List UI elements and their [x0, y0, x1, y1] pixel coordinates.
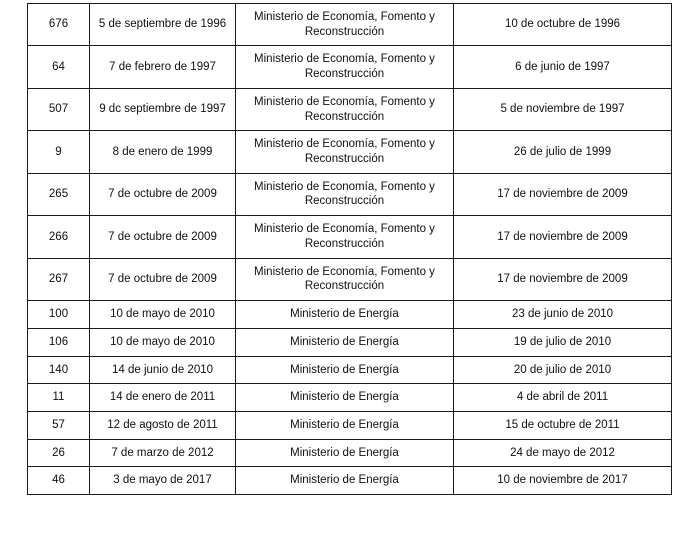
cell-number: 140	[28, 356, 90, 384]
cell-number: 507	[28, 88, 90, 130]
table-row	[28, 439, 672, 467]
cell-second-date: 4 de abril de 2011	[454, 384, 672, 412]
table-row	[28, 356, 672, 384]
cell-first-date: 7 de febrero de 1997	[90, 46, 236, 88]
cell-first-date: 12 de agosto de 2011	[90, 411, 236, 439]
cell-ministry: Ministerio de Economía, Fomento y Reconstrucción	[236, 88, 454, 130]
cell-second-date: 6 de junio de 1997	[454, 46, 672, 88]
cell-ministry: Ministerio de Energía	[236, 356, 454, 384]
cell-number: 267	[28, 258, 90, 300]
cell-number: 266	[28, 216, 90, 258]
cell-first-date: 10 de mayo de 2010	[90, 328, 236, 356]
cell-ministry: Ministerio de Energía	[236, 328, 454, 356]
cell-number: 265	[28, 173, 90, 215]
cell-ministry: Ministerio de Economía, Fomento y Reconstrucción	[236, 216, 454, 258]
cell-first-date: 7 de octubre de 2009	[90, 258, 236, 300]
table-row	[28, 328, 672, 356]
cell-first-date: 14 de junio de 2010	[90, 356, 236, 384]
cell-number: 46	[28, 467, 90, 495]
cell-ministry: Ministerio de Energía	[236, 301, 454, 329]
table-row	[28, 131, 672, 173]
table-row	[28, 411, 672, 439]
table-row	[28, 467, 672, 495]
cell-first-date: 9 dc septiembre de 1997	[90, 88, 236, 130]
table-row	[28, 46, 672, 88]
table-row	[28, 88, 672, 130]
cell-ministry: Ministerio de Economía, Fomento y Reconstrucción	[236, 258, 454, 300]
cell-number: 57	[28, 411, 90, 439]
table-row	[28, 173, 672, 215]
cell-number: 64	[28, 46, 90, 88]
table-container	[27, 3, 671, 495]
cell-ministry: Ministerio de Economía, Fomento y Reconstrucción	[236, 4, 454, 46]
cell-ministry: Ministerio de Economía, Fomento y Reconstrucción	[236, 173, 454, 215]
table-row	[28, 384, 672, 412]
cell-second-date: 26 de julio de 1999	[454, 131, 672, 173]
cell-second-date: 15 de octubre de 2011	[454, 411, 672, 439]
cell-first-date: 7 de octubre de 2009	[90, 216, 236, 258]
decrees-table	[27, 3, 672, 495]
table-row	[28, 216, 672, 258]
cell-first-date: 7 de marzo de 2012	[90, 439, 236, 467]
cell-ministry: Ministerio de Economía, Fomento y Reconstrucción	[236, 131, 454, 173]
cell-second-date: 24 de mayo de 2012	[454, 439, 672, 467]
cell-ministry: Ministerio de Economía, Fomento y Reconstrucción	[236, 46, 454, 88]
cell-number: 676	[28, 4, 90, 46]
cell-ministry: Ministerio de Energía	[236, 411, 454, 439]
cell-number: 26	[28, 439, 90, 467]
cell-ministry: Ministerio de Energía	[236, 439, 454, 467]
cell-first-date: 14 de enero de 2011	[90, 384, 236, 412]
cell-number: 100	[28, 301, 90, 329]
table-body	[28, 4, 672, 495]
cell-ministry: Ministerio de Energía	[236, 384, 454, 412]
cell-second-date: 10 de octubre de 1996	[454, 4, 672, 46]
cell-ministry: Ministerio de Energía	[236, 467, 454, 495]
cell-second-date: 17 de noviembre de 2009	[454, 258, 672, 300]
cell-second-date: 20 de julio de 2010	[454, 356, 672, 384]
cell-second-date: 10 de noviembre de 2017	[454, 467, 672, 495]
cell-first-date: 3 de mayo de 2017	[90, 467, 236, 495]
cell-second-date: 19 de julio de 2010	[454, 328, 672, 356]
cell-number: 106	[28, 328, 90, 356]
cell-second-date: 23 de junio de 2010	[454, 301, 672, 329]
cell-second-date: 17 de noviembre de 2009	[454, 173, 672, 215]
cell-number: 9	[28, 131, 90, 173]
cell-first-date: 7 de octubre de 2009	[90, 173, 236, 215]
cell-first-date: 8 de enero de 1999	[90, 131, 236, 173]
table-row	[28, 4, 672, 46]
cell-first-date: 5 de septiembre de 1996	[90, 4, 236, 46]
cell-number: 11	[28, 384, 90, 412]
cell-second-date: 5 de noviembre de 1997	[454, 88, 672, 130]
cell-second-date: 17 de noviembre de 2009	[454, 216, 672, 258]
table-row	[28, 258, 672, 300]
table-row	[28, 301, 672, 329]
cell-first-date: 10 de mayo de 2010	[90, 301, 236, 329]
